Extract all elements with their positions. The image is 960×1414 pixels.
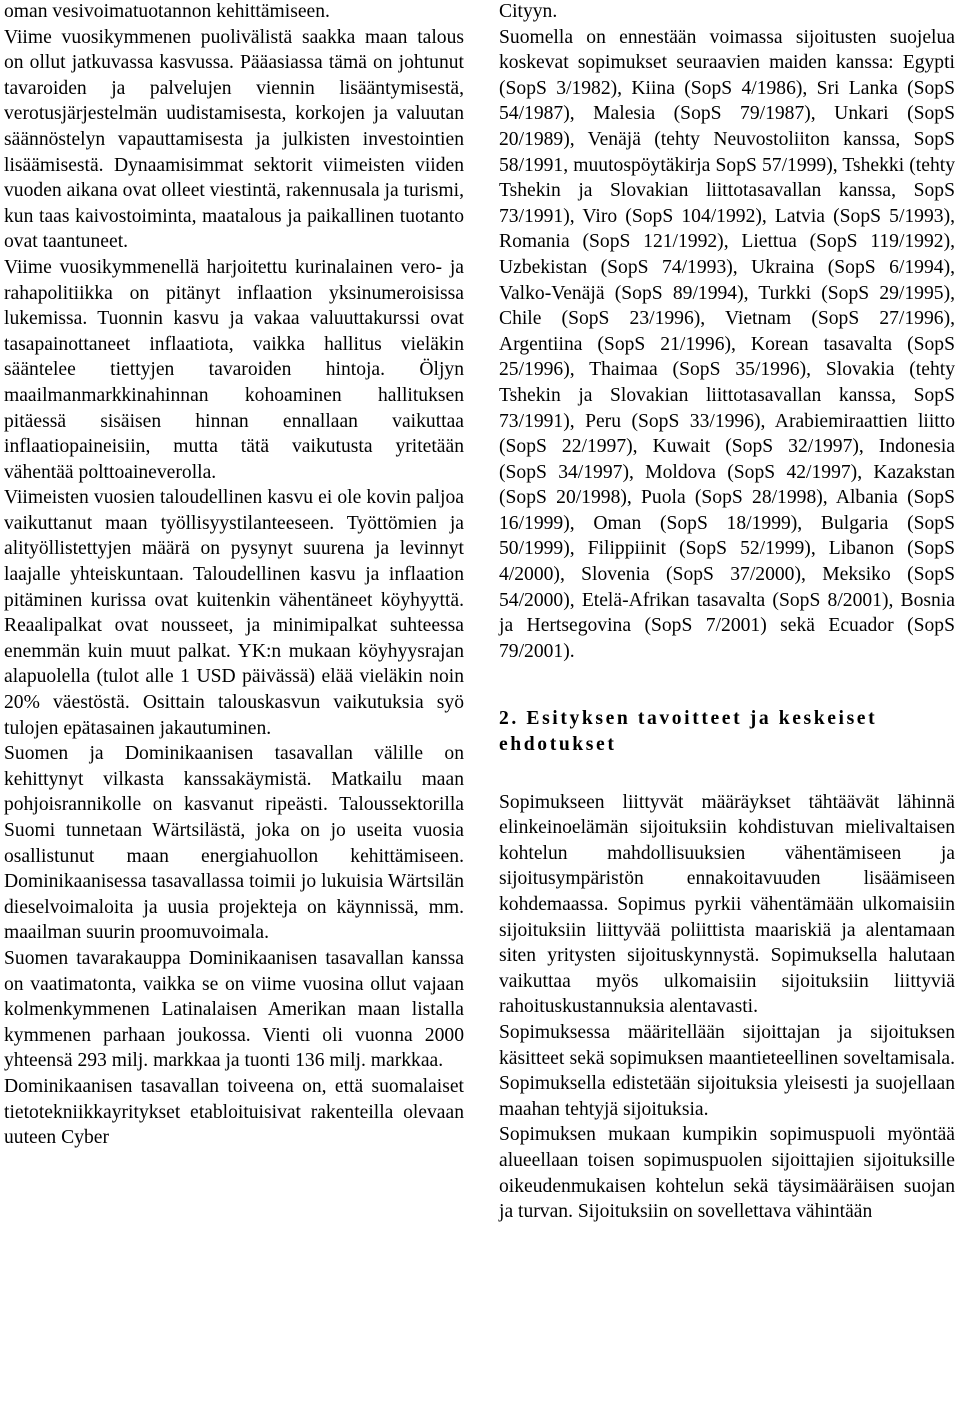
paragraph: oman vesivoimatuotannon kehittämiseen. xyxy=(4,1,330,22)
paragraph: Suomen tavarakauppa Dominikaanisen tasavallan kanssa on vaatimatonta, vaikka se on viime vuosina ollut vajaan kolmenkymmenen Latinalaisen Amerikan maan listalla kymmenen parhaan joukossa. Vienti oli vuonna 2000 yhteensä 293 milj. markkaa ja tuonti 136 milj. markkaa. xyxy=(4,947,464,1072)
right-column xyxy=(499,0,955,1225)
paragraph: Sopimuksessa määritellään sijoittajan ja sijoituksen käsitteet sekä sopimuksen maantieteellinen soveltamisala. Sopimuksella edistetään sijoituksia yleisesti ja suojellaan maahan tehtyjä sijoituksia. xyxy=(499,1021,955,1120)
left-column xyxy=(4,0,464,1151)
paragraph: Suomella on ennestään voimassa sijoitusten suojelua koskevat sopimukset seuraavien maiden kanssa: Egypti (SopS 3/1982), Kiina (SopS 4/1986), Sri Lanka (SopS 54/1987), Malesia (SopS 79/1987), Unkari (SopS 20/1989), Venäjä (tehty Neuvostoliiton kanssa, SopS 58/1991, muutospöytäkirja SopS 57/1999), Tshekki (tehty Tshekin ja Slovakian liittotasavallan kanssa, SopS 73/1991), Viro (SopS 104/1992), Latvia (SopS 5/1993), Romania (SopS 121/1992), Liettua (SopS 119/1992), Uzbekistan (SopS 74/1993), Ukraina (SopS 6/1994), Valko-Venäjä (SopS 89/1994), Turkki (SopS 29/1995), Chile (SopS 23/1996), Vietnam (SopS 27/1996), Argentiina (SopS 21/1996), Korean tasavalta (SopS 25/1996), Thaimaa (SopS 35/1996), Slovakia (tehty Tshekin ja Slovakian liittotasavallan kanssa, SopS 73/1991), Peru (SopS 33/1996), Arabiemiraattien liitto (SopS 22/1997), Kuwait (SopS 32/1997), Indonesia (SopS 34/1997), Moldova (SopS 42/1997), Kazakstan (SopS 20/1998), Puola (SopS 28/1998), Albania (SopS 16/1999), Oman (SopS 18/1999), Bulgaria (SopS 50/1999), Filippiinit (SopS 52/1999), Libanon (SopS 4/2000), Slovenia (SopS 37/2000), Meksiko (SopS 54/2000), Etelä-Afrikan tasavalta (SopS 8/2001), Bosnia ja Hertsegovina (SopS 7/2001) sekä Ecuador (SopS 79/2001). xyxy=(499,26,955,662)
paragraph: Suomen ja Dominikaanisen tasavallan välille on kehittynyt vilkasta kanssakäymistä. Matkailu maan pohjoisrannikolle on kasvanut ripeästi. Taloussektorilla Suomi tunnetaan Wärtsilästä, joka on jo useita vuosia osallistunut maan energiahuollon kehittämiseen. Dominikaanisessa tasavallassa toimii jo lukuisia Wärtsilän dieselvoimaloita ja uusia projekteja on käynnissä, mm. maailman suurin proomuvoimala. xyxy=(4,743,464,944)
paragraph: Cityyn. xyxy=(499,1,558,22)
paragraph: Viimeisten vuosien taloudellinen kasvu ei ole kovin paljoa vaikuttanut maan työllisyystilanteeseen. Työttömien ja alityöllistettyjen määrä on pysynyt suurena ja levinnyt laajalle yhteiskuntaan. Taloudellinen kasvu ja inflaation pitäminen kurissa ovat kuitenkin vähentäneet köyhyyttä. Reaalipalkat ovat nousseet, ja minimipalkat suhteessa enemmän kuin muut palkat. YK:n mukaan köyhyysrajan alapuolella (tulot alle 1 USD päivässä) elää vieläkin noin 20% väestöstä. Osittain talouskasvun vaikutuksia syö tulojen epätasainen jakautuminen. xyxy=(4,487,464,739)
paragraph: Viime vuosikymmenellä harjoitettu kurinalainen vero- ja rahapolitiikka on pitänyt inflaation yksinumeroisissa lukemissa. Tuonnin kasvu ja vakaa valuuttakurssi ovat tasapainottaneet inflaatiota, vaikka hallitus vieläkin sääntelee tiettyjen tavaroiden hintoja. Öljyn maailmanmarkkinahinnan kohoaminen hallituksen pitäessä sisäisen hinnan ennallaan vaikuttaa inflaatiopaineisiin, mutta tätä vaikutusta yritetään vähentää polttoaineverolla. xyxy=(4,256,464,483)
paragraph: Sopimukseen liittyvät määräykset tähtäävät lähinnä elinkeinoelämän sijoituksiin kohdistuvan mielivaltaisen kohtelun mahdollisuuksien vähentämiseen ja sijoitusympäristön ennakoitavuuden lisäämiseen kohdemaassa. Sopimus pyrkii vähentämään ulkomaisiin sijoituksiin liittyvää poliittista maariskiä ja alentamaan siten yritysten sijoituskynnystä. Sopimuksella halutaan vaikuttaa myös ulkomaisiin sijoituksiin liittyviä rahoituskustannuksia alentavasti. xyxy=(499,791,955,1018)
paragraph: Dominikaanisen tasavallan toiveena on, että suomalaiset tietotekniikkayritykset etabloituisivat rakenteilla olevaan uuteen Cyber xyxy=(4,1075,464,1149)
paragraph: Viime vuosikymmenen puolivälistä saakka maan talous on ollut jatkuvassa kasvussa. Pääasiassa tämä on johtunut tavaroiden ja palvelujen viennin lisääntymisestä, verotusjärjestelmän uudistamisesta, korkojen ja valuutan säännöstelyn vapauttamisesta ja julkisten investointien lisäämisestä. Dynaamisimmat sektorit viimeisten viiden vuoden aikana ovat olleet viestintä, rakennusala ja turismi, kun taas kaivostoiminta, maatalous ja paikallinen tuotanto ovat taantuneet. xyxy=(4,26,464,253)
section-heading: 2. Esityksen tavoitteet ja keskeiset ehdotukset xyxy=(499,708,878,756)
paragraph: Sopimuksen mukaan kumpikin sopimuspuoli myöntää alueellaan toisen sopimuspuolen sijoittajien sijoituksille oikeudenmukaisen kohtelun sekä täysimääräisen suojan ja turvan. Sijoituksiin on sovellettava vähintään xyxy=(499,1124,955,1223)
